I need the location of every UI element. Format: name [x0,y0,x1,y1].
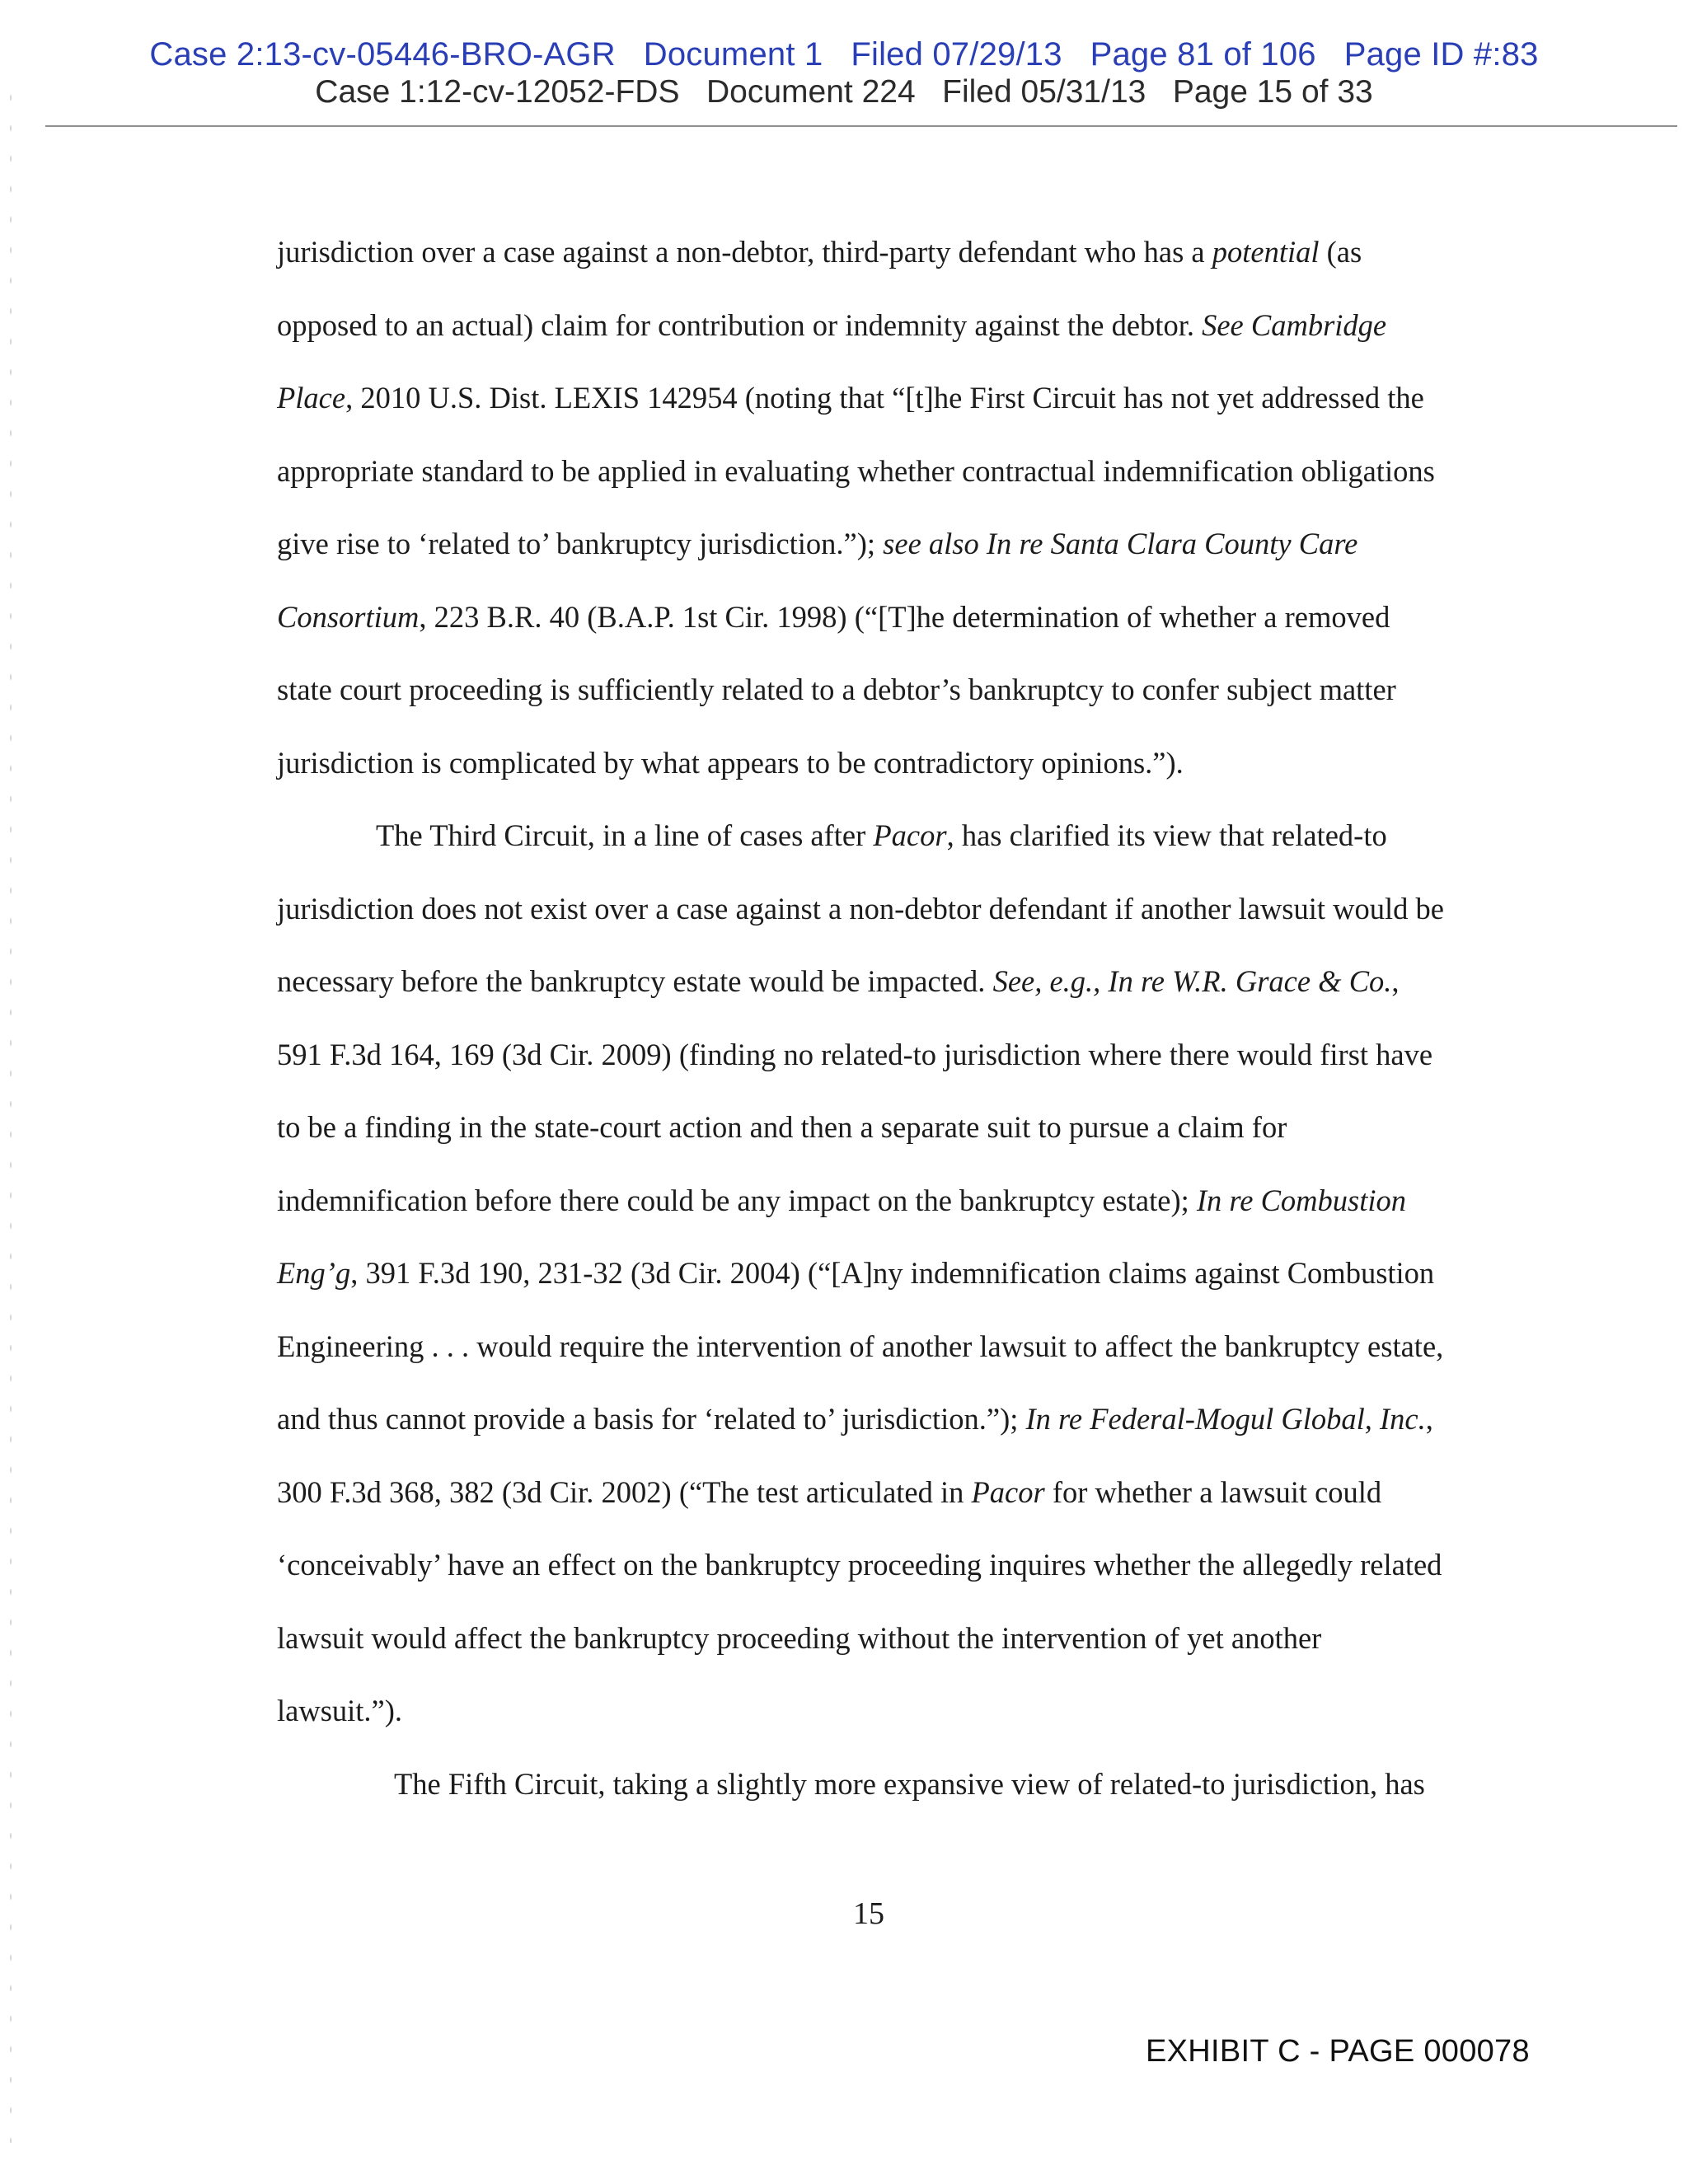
body-line: Consortium, 223 B.R. 40 (B.A.P. 1st Cir. 1998) (“[T]he determination of whether a removed [277,599,1390,634]
scan-artifacts [7,82,15,2143]
paragraph-start: The Fifth Circuit, taking a slightly more expansive view of related-to jurisdiction, has [394,1766,1425,1801]
document-body [277,216,1530,1821]
body-line: to be a finding in the state-court action and then a separate suit to pursue a claim for [277,1110,1287,1144]
body-line: necessary before the bankruptcy estate would be impacted. See, e.g., In re W.R. Grace & Co., [277,964,1400,998]
exhibit-stamp: EXHIBIT C - PAGE 000078 [1146,2034,1530,2069]
federal-case-header: Case 2:13-cv-05446-BRO-AGR Document 1 Filed 07/29/13 Page 81 of 106 Page ID #:83 [149,36,1539,73]
body-line: state court proceeding is sufficiently related to a debtor’s bankruptcy to confer subject matter [277,673,1396,706]
body-line: Eng’g, 391 F.3d 190, 231-32 (3d Cir. 2004) (“[A]ny indemnification claims against Combustion [277,1256,1435,1290]
body-line: jurisdiction is complicated by what appears to be contradictory opinions.”). [277,745,1184,780]
paragraph-start: The Third Circuit, in a line of cases after Pacor, has clarified its view that related-to [376,818,1387,852]
body-line: appropriate standard to be applied in evaluating whether contractual indemnification obligations [277,453,1435,488]
body-line: Place, 2010 U.S. Dist. LEXIS 142954 (noting that “[t]he First Circuit has not yet addressed the [277,381,1424,415]
body-line: Engineering . . . would require the intervention of another lawsuit to affect the bankruptcy estate, [277,1329,1444,1363]
original-case-header: Case 1:12-cv-12052-FDS Document 224 Filed 05/31/13 Page 15 of 33 [315,74,1373,110]
body-line: and thus cannot provide a basis for ‘related to’ jurisdiction.”); In re Federal-Mogul Global, Inc., [277,1402,1433,1436]
body-line: ‘conceivably’ have an effect on the bankruptcy proceeding inquires whether the allegedly related [277,1548,1442,1582]
header-rule [45,125,1677,127]
body-line: 300 F.3d 368, 382 (3d Cir. 2002) (“The test articulated in Pacor for whether a lawsuit could [277,1474,1382,1509]
body-line: indemnification before there could be any impact on the bankruptcy estate); In re Combustion [277,1183,1407,1217]
body-line: lawsuit.”). [277,1694,403,1727]
body-line: opposed to an actual) claim for contribution or indemnity against the debtor. See Cambridge [277,307,1387,342]
body-line: give rise to ‘related to’ bankruptcy jurisdiction.”); see also In re Santa Clara County Care [277,527,1358,560]
page-number: 15 [853,1896,884,1931]
body-line: 591 F.3d 164, 169 (3d Cir. 2009) (finding no related-to jurisdiction where there would first have [277,1037,1433,1071]
body-line: lawsuit would affect the bankruptcy proceeding without the intervention of yet another [277,1620,1322,1655]
body-line: jurisdiction over a case against a non-debtor, third-party defendant who has a potential (as [277,235,1362,269]
body-line: jurisdiction does not exist over a case against a non-debtor defendant if another lawsuit would be [277,891,1444,926]
